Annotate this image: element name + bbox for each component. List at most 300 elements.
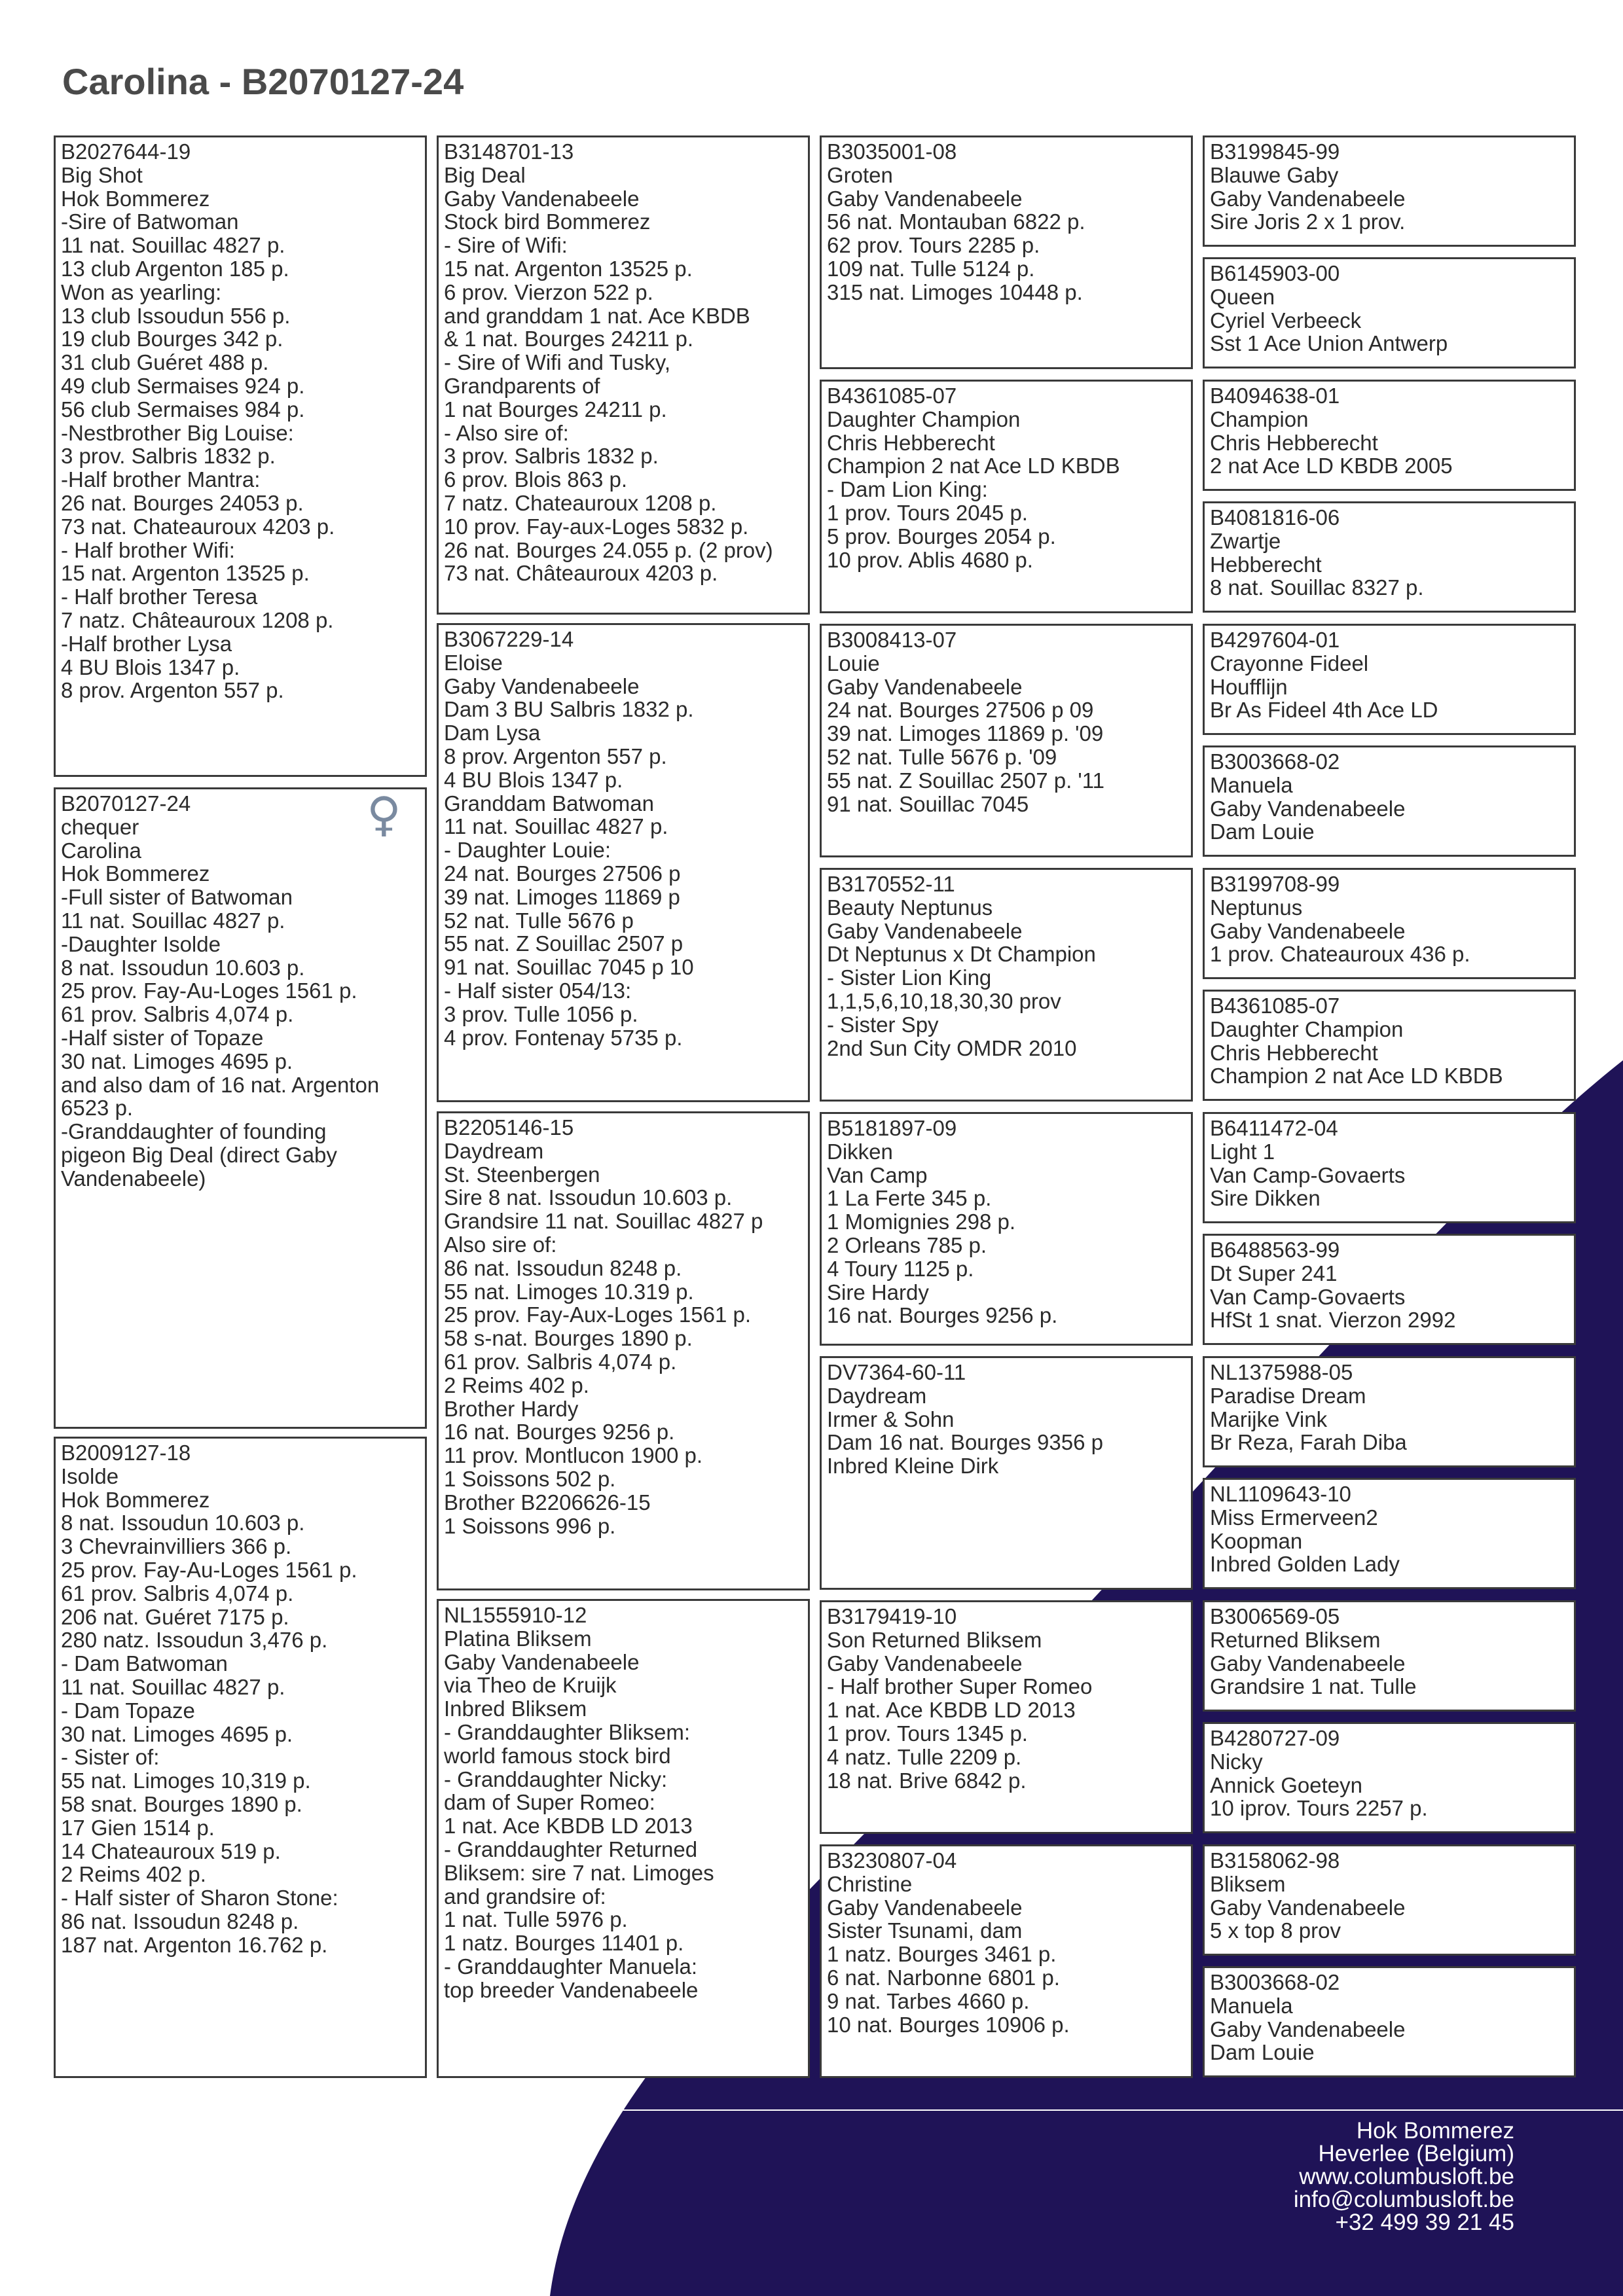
pedigree-line: Gaby Vandenabeele [827,674,1023,699]
pedigree-line: 3 prov. Tulle 1056 p. [444,1001,638,1026]
pigeon-name: Manuela [1210,772,1293,797]
pedigree-line: 25 prov. Fay-Au-Loges 1561 p. [61,1557,357,1582]
pedigree-line: Hok Bommerez [61,1487,210,1512]
ring-number: B3008413-07 [827,628,957,652]
pedigree-line: - Sire of Wifi: [444,233,568,258]
pedigree-line: Sst 1 Ace Union Antwerp [1210,331,1448,356]
pigeon-name: Groten [827,162,893,187]
pedigree-card-lines [1210,384,1569,478]
pigeon-name: chequer [61,814,139,839]
pigeon-name: Returned Bliksem [1210,1627,1381,1652]
pedigree-card-lines [827,872,1186,1060]
pigeon-name: Crayonne Fideel [1210,651,1369,675]
pedigree-line: - Dam Batwoman [61,1651,228,1676]
pedigree-line: 10 iprov. Tours 2257 p. [1210,1796,1428,1821]
pedigree-line: 10 nat. Bourges 10906 p. [827,2012,1070,2037]
pedigree-line: Champion 2 nat Ace LD KBDB [827,454,1120,478]
pedigree-line: Won as yearling: [61,279,222,304]
pedigree-line: 26 nat. Bourges 24.055 p. (2 prov) [444,537,773,562]
ring-number: B4280727-09 [1210,1726,1340,1750]
pedigree-line: 15 nat. Argenton 13525 p. [444,256,693,281]
pedigree-card-lines [827,140,1186,304]
pedigree-line: 25 prov. Fay-Au-Loges 1561 p. [61,978,357,1003]
pigeon-name: Queen [1210,284,1275,309]
pedigree-line: Gaby Vandenabeele [444,186,640,211]
ring-number: NL1109643-10 [1210,1482,1351,1506]
pedigree-line: 18 nat. Brive 6842 p. [827,1768,1027,1793]
page-title: Carolina - B2070127-24 [62,61,464,102]
pedigree-card-gggp-3 [1203,380,1576,491]
contact-block [1294,2119,1514,2234]
pedigree-line: 39 nat. Limoges 11869 p. '09 [827,721,1104,746]
pedigree-line: Koopman [1210,1528,1303,1553]
pedigree-line: 6 prov. Blois 863 p. [444,467,628,492]
pedigree-line: 55 nat. Limoges 10,319 p. [61,1768,311,1793]
pedigree-line: - Half brother Super Romeo [827,1674,1093,1699]
pedigree-line: 187 nat. Argenton 16.762 p. [61,1932,328,1957]
pedigree-line: Inbred Golden Lady [1210,1552,1400,1577]
pedigree-line: Inbred Kleine Dirk [827,1454,999,1479]
pedigree-line: Champion 2 nat Ace LD KBDB [1210,1064,1503,1088]
pedigree-card-gggp-9 [1203,1112,1576,1223]
pedigree-card-lines [1210,1849,1569,1943]
pedigree-card-lines [1210,506,1569,600]
pedigree-card-lines [827,1849,1186,2036]
pedigree-line: 11 nat. Souillac 4827 p. [444,814,668,839]
pedigree-line: Grandsire 11 nat. Souillac 4827 p [444,1209,763,1234]
pigeon-name: Daughter Champion [827,406,1021,431]
pedigree-card-lines [1210,628,1569,722]
pigeon-name: Platina Bliksem [444,1626,592,1651]
pedigree-line: 8 nat. Issoudun 10.603 p. [61,955,305,980]
pedigree-line: - Sister Spy [827,1012,939,1037]
pedigree-line: Dam 16 nat. Bourges 9356 p [827,1430,1103,1455]
pedigree-line: Grandparents of [444,373,600,398]
pedigree-line: 17 Gien 1514 p. [61,1815,215,1840]
pedigree-line: 1 natz. Bourges 11401 p. [444,1931,684,1956]
pedigree-line: Hok Bommerez [61,186,210,211]
contact-email[interactable]: info@columbusloft.be [1293,2187,1514,2212]
ring-number: B3230807-04 [827,1848,957,1873]
pedigree-line: 315 nat. Limoges 10448 p. [827,279,1083,304]
ring-number: B3067229-14 [444,627,574,651]
pedigree-line: 31 club Guéret 488 p. [61,350,269,375]
pedigree-line: 4 natz. Tulle 2209 p. [827,1744,1022,1769]
pedigree-card-lines [1210,994,1569,1088]
pedigree-line: 2 Reims 402 p. [444,1372,589,1397]
pedigree-line: Also sire of: [444,1232,557,1257]
pedigree-line: 1 prov. Tours 2045 p. [827,500,1028,525]
pedigree-card-lines [827,1117,1186,1327]
pedigree-card-lines [1210,1605,1569,1698]
pedigree-line: Br Reza, Farah Diba [1210,1430,1407,1455]
pedigree-line: 58 s-nat. Bourges 1890 p. [444,1326,693,1351]
pedigree-line: 25 prov. Fay-Aux-Loges 1561 p. [444,1302,751,1327]
pedigree-line: 6 prov. Vierzon 522 p. [444,279,653,304]
ring-number: B4094638-01 [1210,384,1340,408]
pedigree-card-lines [1210,750,1569,844]
ring-number: B3170552-11 [827,872,955,896]
pedigree-line: 280 natz. Issoudun 3,476 p. [61,1628,328,1653]
pigeon-name: Dt Super 241 [1210,1261,1338,1285]
pedigree-card-lines [1210,872,1569,966]
pedigree-line: Dam Louie [1210,2040,1315,2065]
pedigree-card-lines [61,1441,420,1957]
pedigree-line: 1,1,5,6,10,18,30,30 prov [827,988,1061,1013]
pedigree-line: & 1 nat. Bourges 24211 p. [444,327,693,351]
pedigree-line: 5 x top 8 prov [1210,1918,1341,1943]
pedigree-line: top breeder Vandenabeele [444,1977,699,2002]
pigeon-name: Paradise Dream [1210,1383,1366,1408]
pigeon-name: Dikken [827,1139,893,1164]
pedigree-card-gggp-1 [1203,135,1576,247]
pedigree-line: -Full sister of Batwoman [61,885,293,910]
pedigree-card-lines [444,628,803,1049]
pedigree-line: Gaby Vandenabeele [1210,918,1406,943]
pedigree-card-sire [54,135,427,777]
pedigree-line: Stock bird Bommerez [444,209,651,234]
pigeon-name: Manuela [1210,1993,1293,2018]
ring-number: B3158062-98 [1210,1848,1340,1873]
ring-number: B2070127-24 [61,791,191,816]
pedigree-line: 55 nat. Z Souillac 2507 p. '11 [827,768,1104,793]
pedigree-line: Gaby Vandenabeele [1210,1895,1406,1920]
pedigree-line: Chris Hebberecht [827,430,995,455]
pedigree-line: 8 nat. Souillac 8327 p. [1210,575,1424,600]
ring-number: B3199845-99 [1210,139,1340,164]
pedigree-line: 13 club Argenton 185 p. [61,256,289,281]
pedigree-card-gggp-4 [1203,501,1576,613]
ring-number: B3003668-02 [1210,749,1340,774]
pedigree-line: -Half sister of Topaze [61,1025,264,1050]
pedigree-card-lines [1210,1361,1569,1454]
pedigree-line: 49 club Sermaises 924 p. [61,373,305,398]
pedigree-card-lines [1210,1971,1569,2064]
pedigree-line: - Half sister 054/13: [444,978,632,1003]
pedigree-line: - Dam Topaze [61,1698,195,1723]
pedigree-line: -Granddaughter of founding [61,1119,327,1144]
pedigree-line: Bliksem: sire 7 nat. Limoges [444,1860,714,1885]
pedigree-line: 6523 p. [61,1096,134,1121]
pedigree-line: Chris Hebberecht [1210,1040,1378,1065]
pedigree-line: 1 Soissons 502 p. [444,1466,616,1491]
pedigree-card-sire-sire [437,135,810,615]
pedigree-line: Dam Lysa [444,721,541,745]
pedigree-line: 52 nat. Tulle 5676 p. '09 [827,744,1057,769]
pedigree-line: -Nestbrother Big Louise: [61,420,294,445]
pedigree-line: HfSt 1 snat. Vierzon 2992 [1210,1308,1456,1333]
pedigree-card-ggp-7 [820,1600,1193,1834]
pedigree-line: St. Steenbergen [444,1162,600,1187]
pedigree-card-ggp-3 [820,624,1193,857]
pedigree-card-dam-dam [437,1599,810,2078]
pedigree-line: Gaby Vandenabeele [827,1651,1023,1676]
pedigree-card-lines [1210,1117,1569,1210]
pedigree-line: Van Camp-Govaerts [1210,1284,1406,1309]
pigeon-name: Neptunus [1210,895,1303,920]
pigeon-name: Champion [1210,406,1309,431]
pedigree-line: 9 nat. Tarbes 4660 p. [827,1988,1030,2013]
pedigree-card-ggp-5 [820,1112,1193,1346]
pedigree-line: - Granddaughter Manuela: [444,1954,698,1979]
pedigree-card-gggp-13 [1203,1600,1576,1712]
pedigree-line: - Granddaughter Bliksem: [444,1719,691,1744]
ring-number: B4361085-07 [827,384,957,408]
pedigree-line: 1 Momignies 298 p. [827,1210,1015,1234]
ring-number: B3179419-10 [827,1604,957,1628]
pedigree-line: Dam 3 BU Salbris 1832 p. [444,697,694,722]
pedigree-line: 39 nat. Limoges 11869 p [444,884,680,909]
pigeon-name: Isolde [61,1463,119,1488]
ring-number: B2009127-18 [61,1441,191,1465]
pedigree-line: 8 prov. Argenton 557 p. [61,678,284,703]
pedigree-line: 24 nat. Bourges 27506 p 09 [827,698,1094,723]
pedigree-line: 206 nat. Guéret 7175 p. [61,1604,289,1629]
pedigree-line: 4 BU Blois 1347 p. [444,767,623,792]
contact-phone: +32 499 39 21 45 [1335,2210,1514,2235]
pedigree-card-lines [1210,1727,1569,1820]
pedigree-line: 2nd Sun City OMDR 2010 [827,1035,1077,1060]
pigeon-name: Beauty Neptunus [827,895,993,920]
pigeon-name: Bliksem [1210,1871,1286,1896]
pedigree-line: 73 nat. Chateauroux 4203 p. [61,514,335,539]
pedigree-line: -Half brother Lysa [61,631,232,656]
pedigree-line: Gaby Vandenabeele [1210,186,1406,211]
pedigree-line: 2 Reims 402 p. [61,1862,206,1887]
pedigree-line: 58 snat. Bourges 1890 p. [61,1791,302,1816]
pedigree-line: 91 nat. Souillac 7045 p 10 [444,955,694,980]
pedigree-line: - Sire of Wifi and Tusky, [444,350,670,375]
pedigree-line: 15 nat. Argenton 13525 p. [61,561,310,586]
pedigree-line: Hebberecht [1210,552,1322,577]
pedigree-card-lines [827,1361,1186,1478]
female-symbol-icon: ♀ [367,787,401,842]
pedigree-line: 55 nat. Limoges 10.319 p. [444,1279,694,1304]
ring-number: B4361085-07 [1210,994,1340,1018]
pedigree-line: 11 prov. Montlucon 1900 p. [444,1443,703,1468]
pedigree-line: -Sire of Batwoman [61,209,239,234]
pedigree-line: and granddam 1 nat. Ace KBDB [444,303,750,328]
pedigree-card-gggp-10 [1203,1234,1576,1345]
contact-website[interactable]: www.columbusloft.be [1299,2164,1514,2189]
pedigree-card-gggp-11 [1203,1356,1576,1467]
pedigree-line: 86 nat. Issoudun 8248 p. [444,1255,682,1280]
pedigree-line: 11 nat. Souillac 4827 p. [61,233,285,258]
ring-number: NL1555910-12 [444,1603,587,1627]
pedigree-line: Dt Neptunus x Dt Champion [827,942,1096,967]
pedigree-line: Carolina [61,838,141,863]
pedigree-line: Van Camp [827,1162,928,1187]
pedigree-line: 8 nat. Issoudun 10.603 p. [61,1511,305,1535]
pedigree-line: 1 nat. Tulle 5976 p. [444,1907,628,1932]
pedigree-card-lines [1210,1238,1569,1332]
pedigree-line: 1 La Ferte 345 p. [827,1186,992,1211]
pedigree-line: Van Camp-Govaerts [1210,1162,1406,1187]
ring-number: B6411472-04 [1210,1116,1338,1140]
pedigree-line: 73 nat. Châteauroux 4203 p. [444,561,718,586]
pedigree-card-lines [1210,262,1569,355]
pedigree-line: Gaby Vandenabeele [444,1649,640,1674]
pedigree-line: Annick Goeteyn [1210,1772,1362,1797]
pedigree-line: Irmer & Sohn [827,1407,955,1431]
pedigree-line: -Daughter Isolde [61,931,221,956]
pedigree-line: -Half brother Mantra: [61,467,261,492]
pedigree-line: 5 prov. Bourges 2054 p. [827,524,1056,548]
pedigree-line: pigeon Big Deal (direct Gaby [61,1142,337,1167]
pedigree-line: Gaby Vandenabeele [827,1895,1023,1920]
pigeon-name: Nicky [1210,1749,1263,1774]
pedigree-card-dam-sire [437,1111,810,1590]
pedigree-line: Marijke Vink [1210,1407,1328,1431]
pedigree-line: 1 Soissons 996 p. [444,1513,616,1538]
pedigree-line: 11 nat. Souillac 4827 p. [61,908,285,933]
contact-loft-name: Hok Bommerez [1356,2118,1514,2144]
pedigree-card-ggp-4 [820,868,1193,1102]
pigeon-name: Blauwe Gaby [1210,162,1339,187]
pedigree-card-gggp-8 [1203,990,1576,1101]
ring-number: B2205146-15 [444,1115,574,1139]
ring-number: B3035001-08 [827,139,957,164]
pedigree-line: 4 prov. Fontenay 5735 p. [444,1025,683,1050]
pedigree-line: Brother Hardy [444,1396,579,1421]
pedigree-line: - Half brother Teresa [61,584,258,609]
pedigree-line: via Theo de Kruijk [444,1673,617,1698]
pedigree-line: Gaby Vandenabeele [1210,2017,1406,2041]
pedigree-line: 1 nat Bourges 24211 p. [444,397,667,422]
pedigree-line: 11 nat. Souillac 4827 p. [61,1674,285,1699]
pedigree-card-ggp-6 [820,1356,1193,1590]
pedigree-card-gggp-6 [1203,745,1576,857]
pedigree-line: 1 nat. Ace KBDB LD 2013 [827,1698,1076,1723]
pedigree-line: 56 nat. Montauban 6822 p. [827,209,1085,234]
pedigree-line: Sire Dikken [1210,1186,1321,1211]
pedigree-line: 30 nat. Limoges 4695 p. [61,1049,293,1073]
pedigree-line: Sire Hardy [827,1280,929,1304]
pedigree-line: Gaby Vandenabeele [1210,1651,1406,1676]
pedigree-line: 91 nat. Souillac 7045 [827,791,1029,816]
pedigree-line: - Half brother Wifi: [61,537,235,562]
pedigree-line: 4 Toury 1125 p. [827,1256,974,1281]
pedigree-line: 62 prov. Tours 2285 p. [827,233,1040,258]
pedigree-line: 4 BU Blois 1347 p. [61,655,240,679]
ring-number: NL1375988-05 [1210,1360,1353,1384]
pedigree-line: Brother B2206626-15 [444,1490,651,1515]
ring-number: B6488563-99 [1210,1238,1340,1262]
pedigree-card-lines [61,787,420,1191]
pedigree-card-sire-dam [437,623,810,1102]
pedigree-card-gggp-15 [1203,1844,1576,1956]
pedigree-card-lines [827,1605,1186,1792]
pedigree-line: 3 prov. Salbris 1832 p. [444,444,659,469]
pedigree-card-lines [444,1116,803,1537]
pedigree-line: 56 club Sermaises 984 p. [61,397,305,422]
pedigree-line: 52 nat. Tulle 5676 p [444,908,634,933]
pedigree-line: 109 nat. Tulle 5124 p. [827,256,1035,281]
pedigree-card-lines [1210,140,1569,234]
pedigree-card-dam [54,1437,427,2078]
pigeon-name: Christine [827,1871,913,1896]
ring-number: B3006569-05 [1210,1604,1340,1628]
pedigree-card-lines [1210,1482,1569,1576]
pigeon-name: Daydream [827,1383,927,1408]
pedigree-line: 19 club Bourges 342 p. [61,327,283,351]
pedigree-line: Houfflijn [1210,674,1288,699]
pedigree-card-gggp-2 [1203,257,1576,368]
ring-number: B6145903-00 [1210,261,1340,285]
pedigree-line: Dam Louie [1210,819,1315,844]
pigeon-name: Daughter Champion [1210,1016,1404,1041]
pigeon-name: Louie [827,651,880,675]
pedigree-line: 14 Chateauroux 519 p. [61,1839,281,1863]
pedigree-line: - Also sire of: [444,420,569,445]
pedigree-line: 10 prov. Ablis 4680 p. [827,547,1033,572]
pedigree-line: 8 prov. Argenton 557 p. [444,744,667,768]
contact-location: Heverlee (Belgium) [1318,2141,1514,2166]
pedigree-line: 61 prov. Salbris 4,074 p. [61,1581,294,1605]
pedigree-line: 10 prov. Fay-aux-Loges 5832 p. [444,514,749,539]
pedigree-card-gggp-7 [1203,868,1576,979]
pedigree-line: 26 nat. Bourges 24053 p. [61,490,304,515]
pedigree-line: world famous stock bird [444,1743,671,1768]
pedigree-line: - Granddaughter Nicky: [444,1767,668,1791]
pigeon-name: Eloise [444,650,503,675]
pigeon-name: Son Returned Bliksem [827,1627,1042,1652]
pedigree-line: and also dam of 16 nat. Argenton [61,1072,380,1097]
pedigree-card-subject [54,787,427,1429]
pedigree-line: 2 Orleans 785 p. [827,1232,987,1257]
pigeon-name: Big Shot [61,162,143,187]
pedigree-card-gggp-5 [1203,624,1576,735]
pedigree-card-lines [827,628,1186,816]
pedigree-card-ggp-2 [820,380,1193,613]
pedigree-line: and grandsire of: [444,1884,606,1909]
pedigree-line: Cyriel Verbeeck [1210,308,1362,332]
pigeon-name: Miss Ermerveen2 [1210,1505,1378,1530]
pedigree-line: Vandenabeele) [61,1166,206,1191]
ring-number: B2027644-19 [61,139,191,164]
pedigree-line: - Sister of: [61,1745,160,1770]
pedigree-line: - Granddaughter Returned [444,1837,698,1861]
pedigree-line: 16 nat. Bourges 9256 p. [444,1420,675,1444]
pedigree-card-gggp-16 [1203,1966,1576,2077]
pedigree-card-lines [444,1604,803,2002]
pedigree-line: 1 nat. Ace KBDB LD 2013 [444,1814,693,1839]
pedigree-line: 2 nat Ace LD KBDB 2005 [1210,454,1453,478]
pedigree-line: 86 nat. Issoudun 8248 p. [61,1909,299,1933]
ring-number: B5181897-09 [827,1116,957,1140]
pedigree-line: 1 natz. Bourges 3461 p. [827,1942,1057,1967]
pedigree-line: - Dam Lion King: [827,477,988,502]
pedigree-line: Gaby Vandenabeele [1210,796,1406,821]
pedigree-line: 61 prov. Salbris 4,074 p. [444,1349,677,1374]
pedigree-line: 1 prov. Chateauroux 436 p. [1210,942,1470,967]
pedigree-line: 30 nat. Limoges 4695 p. [61,1721,293,1746]
ring-number: B4297604-01 [1210,628,1340,652]
ring-number: DV7364-60-11 [827,1360,966,1384]
pedigree-line: 55 nat. Z Souillac 2507 p [444,931,684,956]
pedigree-line: Br As Fideel 4th Ace LD [1210,698,1438,723]
pedigree-line: 3 Chevrainvilliers 366 p. [61,1534,292,1559]
pedigree-line: 7 natz. Châteauroux 1208 p. [61,607,334,632]
pedigree-card-lines [444,140,803,585]
pedigree-card-ggp-1 [820,135,1193,369]
pedigree-card-lines [827,384,1186,571]
pedigree-line: Gaby Vandenabeele [444,673,640,698]
pedigree-card-gggp-12 [1203,1478,1576,1589]
pedigree-line: Sire 8 nat. Issoudun 10.603 p. [444,1185,733,1210]
ring-number: B3199708-99 [1210,872,1340,896]
pedigree-line: Gaby Vandenabeele [827,186,1023,211]
